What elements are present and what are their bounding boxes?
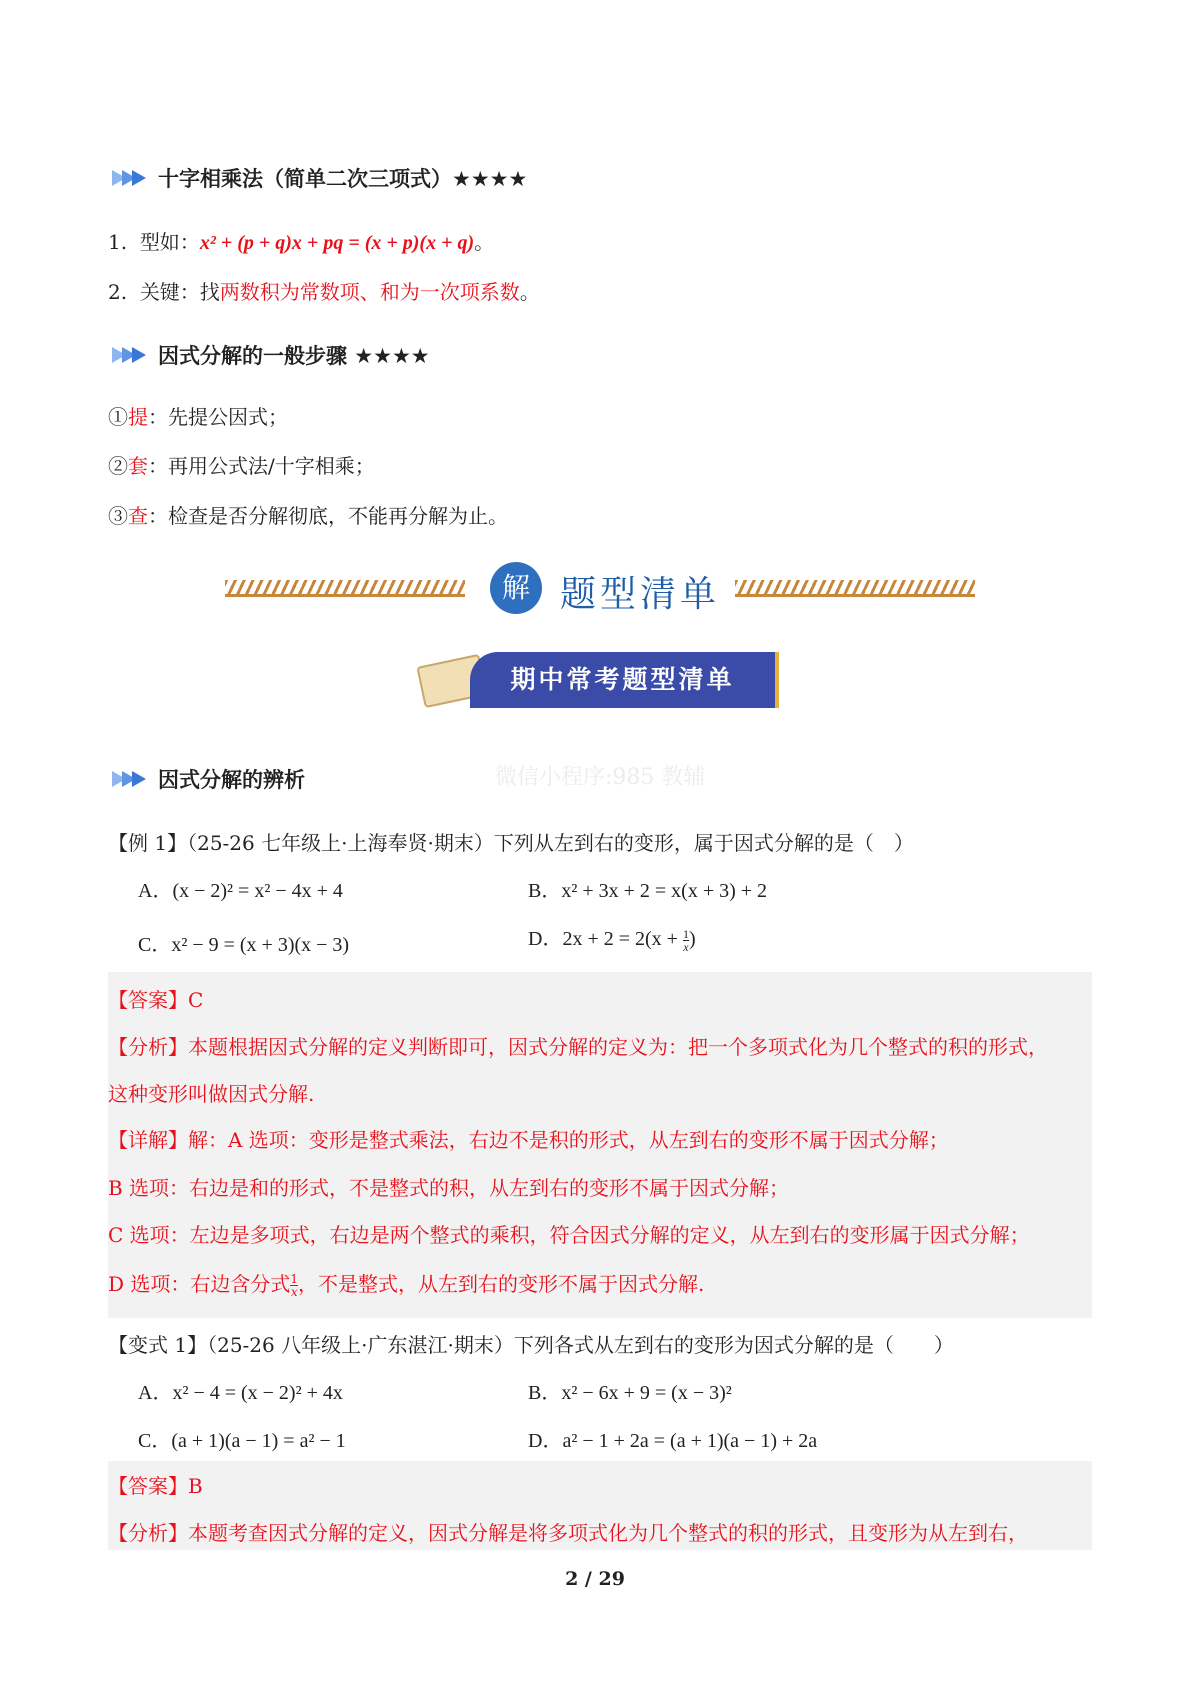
double-chevron-icon — [112, 345, 152, 365]
variant-option-c: C．(a + 1)(a − 1) = a² − 1 — [138, 1430, 346, 1452]
punct: 。 — [474, 230, 495, 254]
analysis-2 — [108, 1517, 1028, 1546]
question-text: （25-26 七年级上·上海奉贤·期末）下列从左到右的变形，属于因式分解的是（ ） — [187, 831, 914, 855]
section-heading-steps — [112, 340, 430, 370]
answer-value: C — [188, 988, 204, 1012]
item-number: 2. — [108, 280, 128, 304]
option-c: C．x² − 9 = (x + 3)(x − 3) — [138, 934, 350, 956]
heading-text: 十字相乘法（简单二次三项式）★★★★ — [158, 167, 528, 191]
step-text: ：再用公式法/十字相乘； — [148, 454, 375, 478]
heading-text: 因式分解的辨析 — [158, 768, 305, 792]
option-d — [528, 922, 696, 953]
step-key: 提 — [128, 405, 148, 429]
example-1-question — [108, 827, 914, 856]
step-text: ：检查是否分解彻底，不能再分解为止。 — [148, 504, 508, 528]
fraction — [290, 1273, 298, 1298]
section-heading-analysis — [112, 764, 305, 794]
answer-1 — [108, 984, 203, 1013]
option-a: A．(x − 2)² = x² − 4x + 4 — [138, 880, 343, 902]
answer-value: B — [188, 1474, 203, 1498]
page-number: 2 / 29 — [565, 1568, 625, 1590]
double-chevron-icon — [112, 769, 152, 789]
variant-1-question — [108, 1329, 954, 1358]
answer-label: 【答案】 — [108, 1474, 188, 1498]
denominator: x — [290, 1285, 298, 1299]
detail-d-end: ，不是整式，从左到右的变形不属于因式分解. — [298, 1272, 705, 1296]
punct: 。 — [519, 280, 540, 304]
step-mark: ① — [108, 405, 128, 429]
badge-text: 解 — [501, 571, 530, 604]
variant-option-d: D．a² − 1 + 2a = (a + 1)(a − 1) + 2a — [528, 1430, 818, 1452]
formula: x² + (p + q)x + pq = (x + p)(x + q) — [199, 232, 475, 254]
detail-text: 解：A 选项：变形是整式乘法，右边不是积的形式，从左到右的变形不属于因式分解； — [188, 1128, 949, 1152]
watermark: 微信小程序:985 教辅 — [495, 765, 706, 790]
step-key: 套 — [128, 454, 148, 478]
banner-title: 题型清单 — [560, 574, 721, 615]
step-mark: ③ — [108, 504, 128, 528]
item-number: 1. — [108, 230, 128, 254]
analysis-1 — [108, 1031, 1048, 1060]
analysis-label: 【分析】 — [108, 1521, 188, 1545]
variant-option-a: A．x² − 4 = (x − 2)² + 4x — [138, 1382, 343, 1404]
question-text: （25-26 八年级上·广东湛江·期末）下列各式从左到右的变形为因式分解的是（ ） — [207, 1333, 954, 1357]
banner-stripe-left — [225, 580, 465, 597]
option-b: B．x² + 3x + 2 = x(x + 3) + 2 — [528, 880, 768, 902]
example-label: 【例 1】 — [108, 831, 188, 855]
double-chevron-icon — [112, 168, 152, 188]
detail-c: C 选项：左边是多项式，右边是两个整式的乘积，符合因式分解的定义，从左到右的变形属于因式分解； — [108, 1223, 1030, 1247]
detail-b: B 选项：右边是和的形式，不是整式的积，从左到右的变形不属于因式分解； — [108, 1176, 790, 1200]
answer-label: 【答案】 — [108, 988, 188, 1012]
detail-label: 【详解】 — [108, 1128, 188, 1152]
step-key: 查 — [128, 504, 148, 528]
step-3 — [108, 500, 508, 529]
numerator: 1 — [290, 1272, 299, 1286]
subtitle-banner: 期中常考题型清单 — [470, 652, 779, 708]
option-d-end: ) — [688, 928, 696, 950]
numerator: 1 — [682, 926, 689, 941]
analysis-label: 【分析】 — [108, 1035, 188, 1059]
analysis-text: 本题根据因式分解的定义判断即可，因式分解的定义为：把一个多项式化为几个整式的积的形式， — [188, 1035, 1048, 1059]
detail-d — [108, 1268, 704, 1298]
analysis-1-cont: 这种变形叫做因式分解. — [108, 1082, 315, 1106]
denominator: x — [683, 939, 689, 954]
step-1 — [108, 401, 288, 430]
highlight-text: 两数积为常数项、和为一次项系数 — [219, 280, 520, 304]
heading-text: 因式分解的一般步骤 ★★★★ — [158, 344, 430, 368]
detail-d-text: D 选项：右边含分式 — [108, 1272, 291, 1296]
option-d-text: D．2x + 2 = 2(x + — [528, 928, 683, 950]
section-heading-cross-multiplication — [112, 163, 527, 193]
list-item-key — [108, 276, 540, 305]
answer-2 — [108, 1470, 203, 1499]
variant-label: 【变式 1】 — [108, 1333, 208, 1357]
variant-option-b: B．x² − 6x + 9 = (x − 3)² — [528, 1382, 732, 1404]
detail-1 — [108, 1124, 949, 1153]
step-mark: ② — [108, 454, 128, 478]
item-label: 型如： — [139, 230, 200, 254]
step-2 — [108, 450, 375, 479]
list-item-form — [108, 226, 494, 255]
banner-stripe-right — [735, 580, 975, 597]
analysis-text: 本题考查因式分解的定义，因式分解是将多项式化为几个整式的积的形式，且变形为从左到右， — [188, 1521, 1028, 1545]
solution-badge-icon — [490, 562, 542, 614]
item-label: 关键：找 — [139, 280, 220, 304]
step-text: ：先提公因式； — [148, 405, 288, 429]
